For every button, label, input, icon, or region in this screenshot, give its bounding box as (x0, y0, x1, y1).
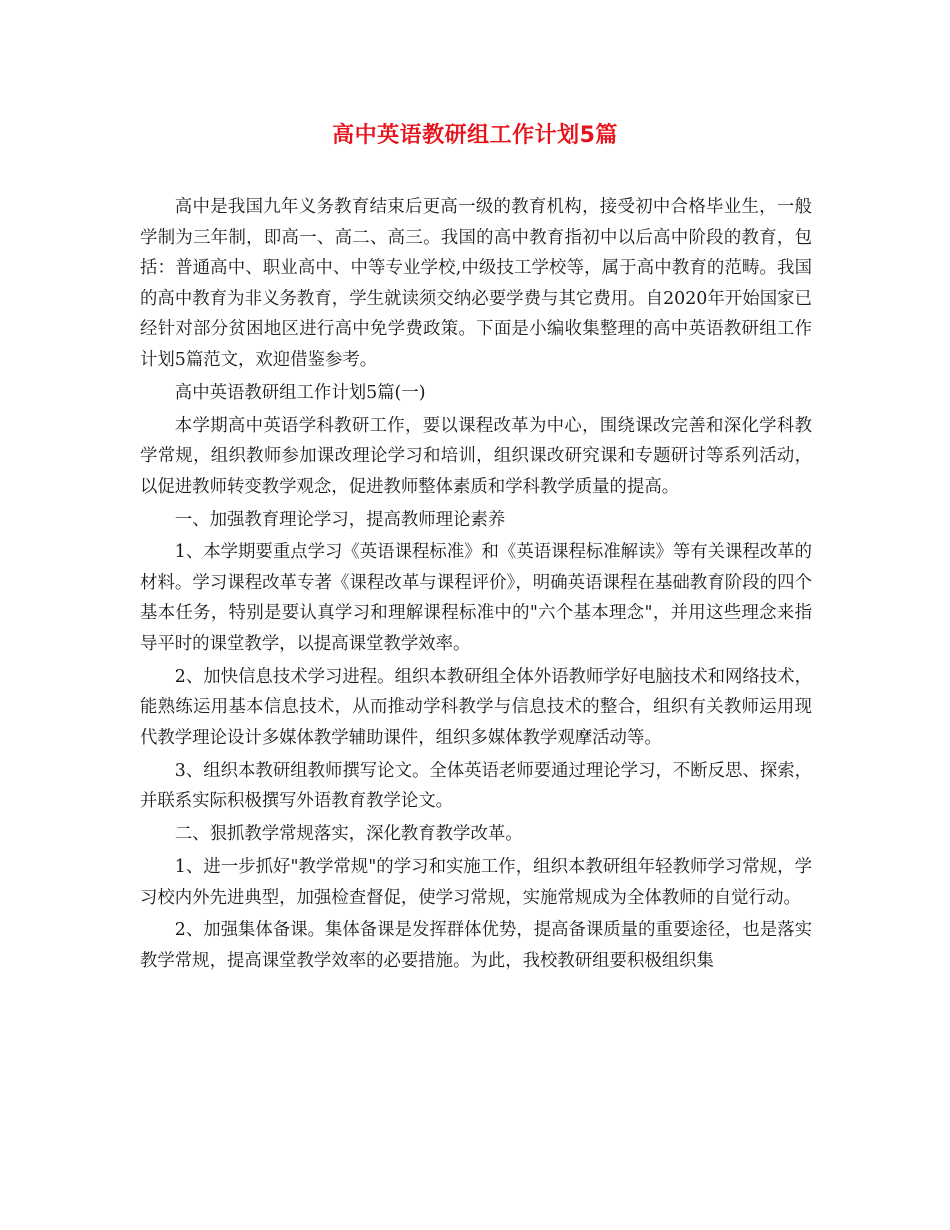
paragraph: 3、组织本教研组教师撰写论文。全体英语老师要通过理论学习，不断反思、探索，并联系实际积极撰写外语教育教学论文。 (140, 760, 812, 812)
document-title: 高中英语教研组工作计划5篇 (332, 123, 618, 148)
document-body (140, 192, 812, 979)
paragraph: 高中英语教研组工作计划5篇(一) (174, 382, 426, 403)
paragraph: 本学期高中英语学科教研工作，要以课程改革为中心，围绕课改完善和深化学科教学常规，组织教师参加课改理论学习和培训，组织课改研究课和专题研讨等系列活动，以促进教师转变教学观念，促进教师整体素质和学科教学质量的提高。 (140, 415, 812, 497)
paragraph: 1、进一步抓好"教学常规"的学习和实施工作，组织本教研组年轻教师学习常规，学习校内外先进典型，加强检查督促，使学习常规，实施常规成为全体教师的自觉行动。 (140, 856, 812, 908)
paragraph: 2、加强集体备课。集体备课是发挥群体优势，提高备课质量的重要途径，也是落实教学常规，提高课堂教学效率的必要措施。为此，我校教研组要积极组织集 (140, 920, 812, 971)
section-heading: 二、狠抓教学常规落实，深化教育教学改革。 (174, 824, 523, 845)
paragraph: 2、加快信息技术学习进程。组织本教研组全体外语教师学好电脑技术和网络技术，能熟练运用基本信息技术，从而推动学科教学与信息技术的整合，组织有关教师运用现代教学理论设计多媒体教学辅助课件，组织多媒体教学观摩活动等。 (140, 666, 812, 749)
section-heading: 一、加强教育理论学习，提高教师理论素养 (174, 509, 506, 530)
paragraph: 高中是我国九年义务教育结束后更高一级的教育机构，接受初中合格毕业生，一般学制为三年制，即高一、高二、高三。我国的高中教育指初中以后高中阶段的教育，包括：普通高中、职业高中、中等专业学校,中级技工学校等，属于高中教育的范畴。我国的高中教育为非义务教育，学生就读须交纳必要学费与其它费用。自2020年开始国家已经针对部分贫困地区进行高中免学费政策。下面是小编收集整理的高中英语教研组工作计划5篇范文，欢迎借鉴参考。 (140, 197, 812, 370)
paragraph: 1、本学期要重点学习《英语课程标准》和《英语课程标准解读》等有关课程改革的材料。学习课程改革专著《课程改革与课程评价》，明确英语课程在基础教育阶段的四个基本任务，特别是要认真学习和理解课程标准中的"六个基本理念"，并用这些理念来指导平时的课堂教学，以提高课堂教学效率。 (140, 542, 812, 655)
